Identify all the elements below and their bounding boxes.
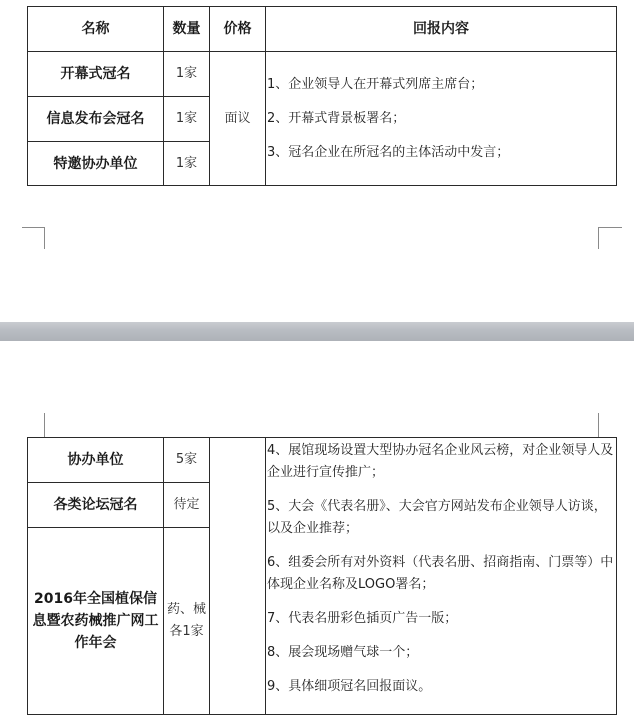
row-quantity: 1家 <box>164 52 210 97</box>
row-name: 各类论坛冠名 <box>28 483 164 528</box>
header-rewards: 回报内容 <box>266 7 617 52</box>
row-name: 信息发布会冠名 <box>28 97 164 142</box>
row-quantity: 待定 <box>164 483 210 528</box>
row-quantity: 1家 <box>164 97 210 142</box>
crop-mark-top-left-v <box>44 227 45 249</box>
reward-item: 3、冠名企业在所冠名的主体活动中发言； <box>267 144 510 160</box>
row-name: 协办单位 <box>28 438 164 483</box>
row-quantity: 1家 <box>164 142 210 186</box>
table-row <box>28 52 617 97</box>
crop-mark-top-left-h <box>22 227 44 228</box>
page-break-gap <box>0 322 634 341</box>
price-cell: 面议 <box>210 52 266 186</box>
reward-item: 9、具体细项冠名回报面议。 <box>267 679 432 694</box>
header-quantity: 数量 <box>164 7 210 52</box>
reward-item: 1、企业领导人在开幕式列席主席台； <box>267 76 484 92</box>
sponsorship-table-bottom <box>27 437 617 715</box>
crop-mark-bottom-left-v <box>44 413 45 437</box>
quantity-line: 各1家 <box>169 624 204 639</box>
row-quantity <box>164 528 210 715</box>
row-name: 开幕式冠名 <box>28 52 164 97</box>
reward-item: 8、展会现场赠气球一个； <box>267 645 419 660</box>
reward-item: 4、展馆现场设置大型协办冠名企业风云榜，对企业领导人及企业进行宣传推广； <box>267 443 614 480</box>
header-name: 名称 <box>28 7 164 52</box>
reward-item: 5、大会《代表名册》、大会官方网站发布企业领导人访谈，以及企业推荐； <box>267 499 607 536</box>
reward-item: 2、开幕式背景板署名； <box>267 110 406 126</box>
table-header-row <box>28 7 617 52</box>
rewards-cell-bottom <box>266 438 617 715</box>
price-cell-empty <box>210 438 266 715</box>
table-row <box>28 438 617 483</box>
row-quantity: 5家 <box>164 438 210 483</box>
header-price: 价格 <box>210 7 266 52</box>
crop-mark-bottom-right-v <box>598 413 599 437</box>
reward-item: 7、代表名册彩色插页广告一版； <box>267 611 458 626</box>
crop-mark-top-right-h <box>598 227 622 228</box>
rewards-cell-top <box>266 52 617 186</box>
row-name: 特邀协办单位 <box>28 142 164 186</box>
crop-mark-top-right-v <box>598 227 599 249</box>
row-name: 2016年全国植保信息暨农药械推广网工作年会 <box>28 528 164 715</box>
reward-item: 6、组委会所有对外资料（代表名册、招商指南、门票等）中体现企业名称及LOGO署名； <box>267 555 614 592</box>
quantity-line: 药、械 <box>166 602 206 617</box>
sponsorship-table-top <box>27 6 617 186</box>
